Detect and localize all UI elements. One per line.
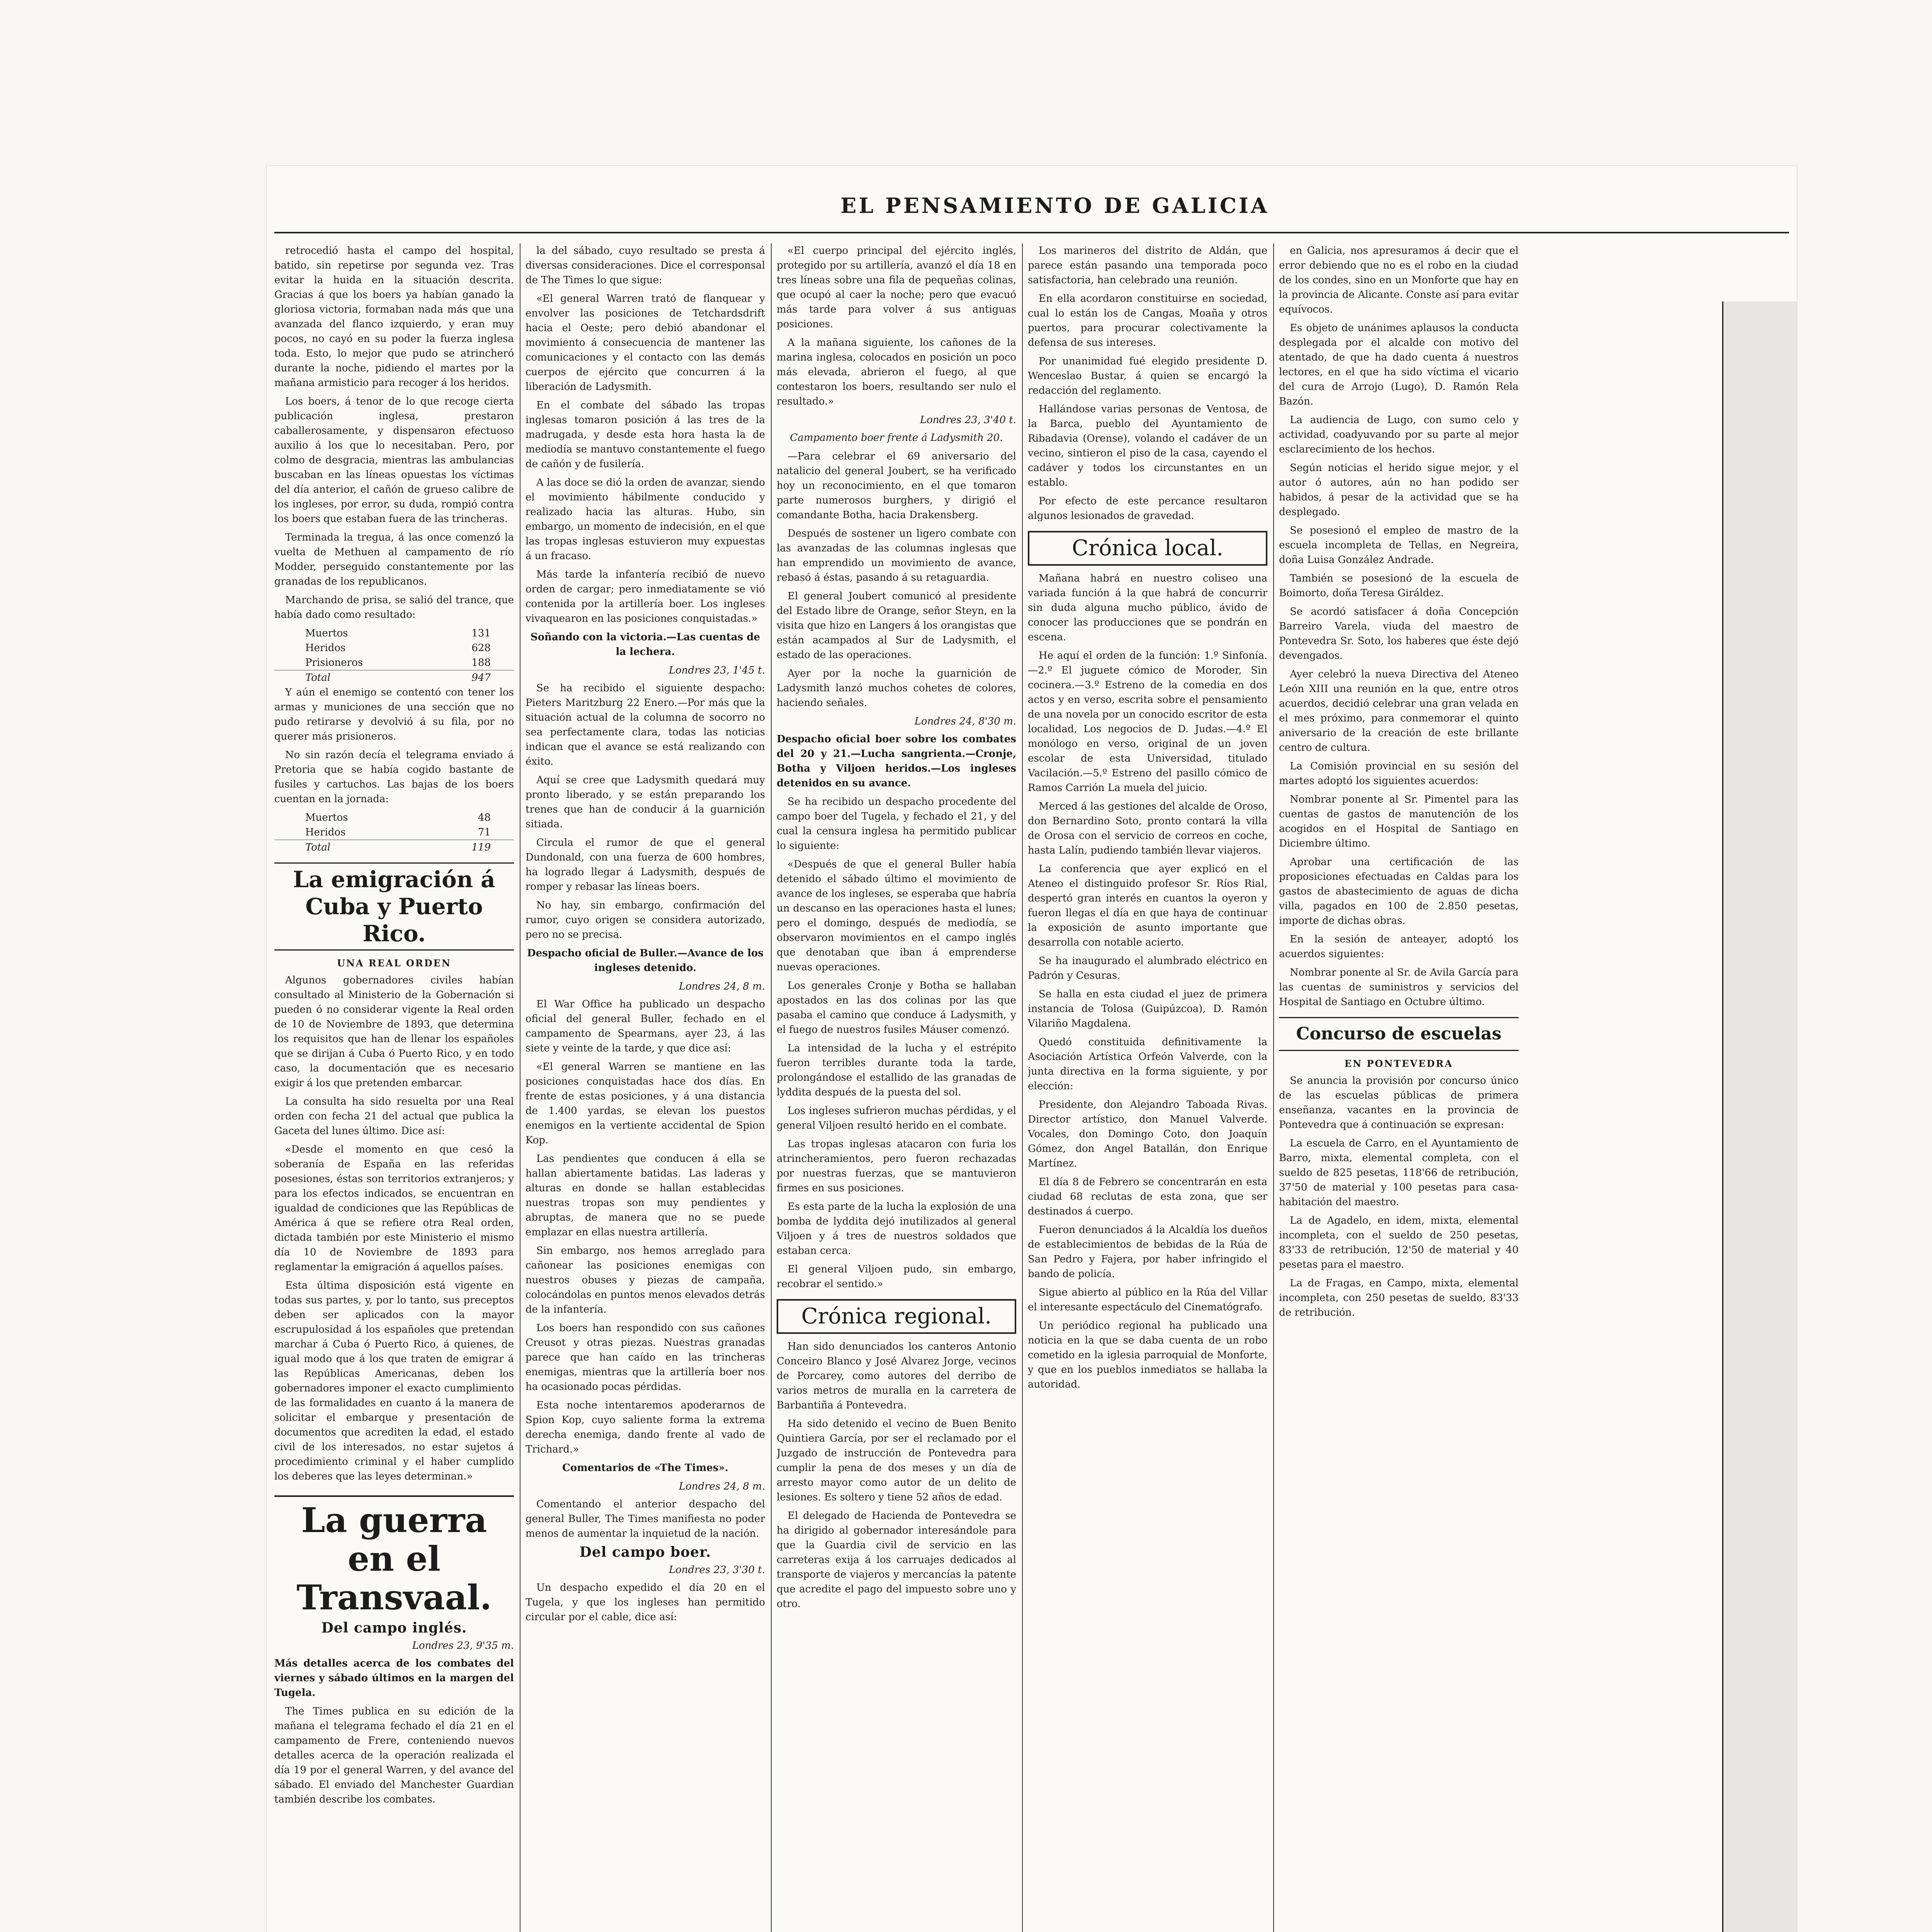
paragraph: «El cuerpo principal del ejército inglés, protegido por su artillería, avanzó el día 18 en tres líneas sobre una fila de pequeñas colinas, que ocupó al caer la noche; pero que evacuó más tarde para volver á sus antiguas posiciones. [777,245,1016,330]
paragraph: La de Agadelo, en idem, mixta, elemental incompleta, con el sueldo de 250 pesetas, 83'33 de retribución, 12'50 de material y 40 pesetas para el maestro. [1279,1215,1519,1270]
paragraph: Ha sido detenido el vecino de Buen Benito Quintiera García, por ser el reclamado por el Juzgado de instrucción de Pontevedra para cumplir la pena de dos meses y un día de arresto mayor como autor de un delito de lesiones. Es soltero y tiene 52 años de edad. [777,1418,1016,1503]
paragraph: La audiencia de Lugo, con sumo celo y actividad, coadyuvando por su parte al mejor esclarecimiento de los hechos. [1279,414,1519,455]
paragraph: Por efecto de este percance resultaron algunos lesionados de gravedad. [1028,495,1267,522]
headline: Comentarios de «The Times». [562,1462,728,1474]
section-subtitle: EN PONTEVEDRA [1344,1058,1453,1069]
tally-label: Prisioneros [305,657,363,668]
paragraph: La escuela de Carro, en el Ayuntamiento de Barro, mixta, elemental completa, con el sueldo de 825 pesetas, 118'66 de retribución, 37'50 de material y 100 pesetas para casa-habitación del maestro. [1279,1138,1519,1208]
tally-total-label: Total [305,672,331,684]
paragraph: En ella acordaron constituirse en sociedad, cual lo están los de Cangas, Moaña y otros puertos, para procurar colectivamente la defensa de sus intereses. [1028,293,1267,349]
section-title-cronica-regional: Crónica regional. [777,1299,1016,1334]
headline: Despacho oficial boer sobre los combates del 20 y 21.—Lucha sangrienta.—Cronje, Botha y Viljoen heridos.—Los ingleses detenidos en su avance. [777,733,1016,789]
paragraph: Los ingleses sufrieron muchas pérdidas, y el general Viljoen resultó herido en el combate. [777,1105,1016,1131]
tally-value: 48 [478,812,491,823]
paragraph: Por unanimidad fué elegido presidente D. Wenceslao Bustar, á quien se encargó la redacción del reglamento. [1028,355,1267,396]
paragraph: El general Joubert comunicó al presidente del Estado libre de Orange, señor Steyn, en la visita que hizo en Langers á los orangistas que están acampados al Sur de Ladysmith, el estado de las operaciones. [777,590,1016,661]
section-title-emigracion: La emigración á Cuba y Puerto Rico. [274,862,514,951]
dateline: Londres 23, 9'35 m. [412,1640,514,1651]
paragraph: Se posesionó el empleo de mastro de la escuela incompleta de Tellas, en Negreira, doña Luisa González Andrade. [1279,525,1519,566]
paragraph: Los boers han respondido con sus cañones Creusot y otras piezas. Nuestras granadas parece que han caído en las trincheras enemigas, mientras que la artillería boer nos ha ocasionado pocas pérdidas. [526,1322,765,1393]
section-title-transvaal: La guerra en el Transvaal. [274,1495,514,1617]
paragraph: La consulta ha sido resuelta por una Real orden con fecha 21 del actual que publica la Gaceta del lunes último. Dice así: [274,1096,514,1137]
section-subtitle: Del campo inglés. [321,1620,467,1636]
paragraph: Es objeto de unánimes aplausos la conducta desplegada por el alcalde con motivo del atentado, de que ha dado cuenta á nuestros lectores, en el que ha sido víctima el vicario del cura de Arrojo (Lugo), D. Ramón Rela Bazón. [1279,322,1519,407]
dateline: Londres 23, 3'40 t. [920,414,1016,426]
paragraph: Y aún el enemigo se contentó con tener los armas y municiones de una sección que no pudo retirarse y devolvió á su fila, por no querer más prisioneros. [274,687,514,742]
paragraph: Aquí se cree que Ladysmith quedará muy pronto liberado, y se están preparando los trenes que han de conducir á la guarnición sitiada. [526,774,765,830]
paragraph: Los boers, á tenor de lo que recoge cierta publicación inglesa, prestaron caballerosamente, y dispensaron efectuoso auxilio á los que lo necesitaban. Pero, por colmo de desgracia, mientras las ambulancias buscaban en las líneas opuestas los víctimas del día anterior, el cañón de grueso calibre de los ingleses, por error, su duda, rompió contra los boers que estaban fuera de las trincheras. [274,396,514,525]
paragraph: Más tarde la infantería recibió de nuevo orden de cargar; pero inmediatamente se vió contenida por la artillería boer. Los ingleses vivaquearon en las posiciones conquistadas.» [526,569,765,624]
paragraph: La conferencia que ayer explicó en el Ateneo el distinguido profesor Sr. Ríos Rial, despertó gran interés en cuantos la oyeron y fueron llegas el día en que haya de continuar la exposición de asunto importante que desarrolla con notable acierto. [1028,863,1267,948]
section-title-concurso: Concurso de escuelas [1279,1017,1519,1051]
paragraph: retrocedió hasta el campo del hospital, batido, sin repetirse por segunda vez. Tras evitar la huida en la situación descrita. Gracias á que los boers ya habían ganado la gloriosa victoria, formaban nada más que una avanzada del flanco izquierdo, y eran muy pocos, no cayó en su poder la fuerza inglesa toda. Esto, lo mejor que pudo se atrincheró durante la noche, pidiendo el martes por la mañana armisticio para recoger á los heridos. [274,245,514,389]
column-divider [771,243,772,1932]
paragraph: Ayer celebró la nueva Directiva del Ateneo León XIII una reunión en la que, entre otros acuerdos, decidió celebrar una gran velada en el mes próximo, para conmemorar el quinto aniversario de la creación de este brillante centro de cultura. [1279,668,1519,753]
paragraph: Aprobar una certificación de las proposiciones efectuadas en Caldas para los gastos de abastecimiento de aguas de dicha villa, pagados en 100 de 2.850 pesetas, importe de dichas obras. [1279,856,1519,927]
tally-label: Heridos [305,827,346,838]
tally-value: 628 [471,642,491,654]
column-divider [1273,243,1274,1932]
paragraph: El delegado de Hacienda de Pontevedra se ha dirigido al gobernador interesándole para que la Guardia civil de servicio en las carreteras exija á los carruajes dedicados al transporte de viajeros y mercancías la patente que acredite el pago del impuesto sobre uno y otro. [777,1510,1016,1610]
paragraph: Algunos gobernadores civiles habían consultado al Ministerio de la Gobernación si pueden ó no considerar vigente la Real orden de 10 de Noviembre de 1893, que determina los requisitos que han de llenar los españoles que se dirijan á Cuba ó Puerto Rico, y en todo caso, la documentación que es necesario exigir á los que pretenden embarcar. [274,975,514,1089]
tally-value: 188 [471,657,491,668]
dateline: Londres 23, 3'30 t. [668,1564,765,1576]
column-divider [1022,243,1023,1932]
paragraph: «Desde el momento en que cesó la soberanía de España en las referidas posesiones, éstas son territorios extranjeros; y para los efectos indicados, se encuentran en igualdad de condiciones que las Repúblicas de América á que se refiere otra Real orden, dictada también por este Ministerio el mismo día 10 de Noviembre de 1893 para reglamentar la emigración á aquellos países. [274,1144,514,1273]
paragraph: Circula el rumor de que el general Dundonald, con una fuerza de 600 hombres, ha logrado llegar á Ladysmith, después de romper y rebasar las líneas boers. [526,837,765,893]
paragraph: He aquí el orden de la función: 1.º Sinfonía.—2.º El juguete cómico de Moroder, Sin cocinera.—3.º Estreno de la comedia en dos actos y en verso, escrita sobre el pensamiento de una novela por un conocido escritor de esta localidad, Los negocios de D. Judas.—4.º El monólogo en verso, original de un joven escolar de esta Universidad, titulado Vacilación.—5.º Estreno del pasillo cómico de Ramos Carrión La muela del juicio. [1028,650,1267,794]
tally-total: 947 [471,672,491,684]
paragraph: Comentando el anterior despacho del general Buller, The Times manifiesta no poder menos de aumentar la inquietud de la nación. [526,1498,765,1539]
paragraph: Es esta parte de la lucha la explosión de una bomba de lyddita dejó inutilizados al general Viljoen y á tres de nuestros soldados que estaban cerca. [777,1201,1016,1257]
paragraph: El War Office ha publicado un despacho oficial del general Buller, fechado en el campamento de Spearmans, ayer 23, á las siete y veinte de la tarde, y que dice así: [526,998,765,1054]
paragraph: The Times publica en su edición de la mañana el telegrama fechado el día 21 en el campamento de Frere, conteniendo nuevos detalles acerca de la operación realizada el día 19 por el general Warren, y del avance del sábado. El enviado del Manchester Guardian también describe los combates. [274,1706,514,1805]
paragraph: «El general Warren trató de flanquear y envolver las posiciones de Tetchardsdrift hacia el Oeste; pero debió abandonar el movimiento á consecuencia de mantener las comunicaciones y el contacto con las demás cuerpos de ejército que concurren á la liberación de Ladysmith. [526,293,765,393]
tally-label: Muertos [305,628,348,639]
paragraph: Sin embargo, nos hemos arreglado para cañonear las posiciones enemigas con nuestros obuses y piezas de campaña, colocándolas en puntos menos elevados detrás de la infantería. [526,1245,765,1315]
section-title-cronica-local: Crónica local. [1028,531,1267,566]
paragraph: Marchando de prisa, se salió del trance, que había dado como resultado: [274,594,514,621]
paragraph: Un despacho expedido el día 20 en el Tugela, y que los ingleses han permitido circular por el cable, dice así: [526,1582,765,1623]
section-subtitle: UNA REAL ORDEN [337,957,451,969]
headline: Soñando con la victoria.—Las cuentas de la lechera. [530,631,760,658]
header-rule [274,232,1789,233]
paragraph: La Comisión provincial en su sesión del martes adoptó los siguientes acuerdos: [1279,760,1519,787]
paragraph: Según noticias el herido sigue mejor, y el autor ó autores, aún no han podido ser habidos, á pesar de la actividad que se ha desplegado. [1279,462,1519,518]
column-5 [1279,243,1519,1932]
paragraph: Se ha inaugurado el alumbrado eléctrico en Padrón y Cesuras. [1028,955,1267,981]
column-2 [526,243,765,1932]
tally-label: Muertos [305,812,348,823]
dateline: Londres 24, 8 m. [679,981,765,992]
paragraph: Después de sostener un ligero combate con las avanzadas de las columnas inglesas que han emprendido un movimiento de avance, rebasó á éstas, pasando á su retaguardia. [777,528,1016,583]
tally-total: 119 [471,842,491,853]
dateline: Londres 24, 8 m. [679,1481,765,1492]
paragraph: «El general Warren se mantiene en las posiciones conquistadas hace dos días. En frente de estas posiciones, y á una distancia de 1.400 yardas, se elevan los puestos enemigos en la vertiente accidental de Spion Kop. [526,1061,765,1146]
paragraph: Se ha recibido un despacho procedente del campo boer del Tugela, y fechado el 21, y del cual la censura inglesa ha permitido publicar lo siguiente: [777,796,1016,852]
paragraph: Se anuncia la provisión por concurso único de las escuelas públicas de primera enseñanza, vacantes en la provincia de Pontevedra que á continuación se expresan: [1279,1075,1519,1131]
lead: Más detalles acerca de los combates del viernes y sábado últimos en la margen del Tugela. [274,1658,514,1699]
dateline: Londres 24, 8'30 m. [914,716,1016,727]
tally-label: Heridos [305,642,346,654]
paragraph: No hay, sin embargo, confirmación del rumor, cuyo origen se considera autorizado, pero no se precisa. [526,900,765,940]
paragraph: Hallándose varias personas de Ventosa, de la Barca, pueblo del Ayuntamiento de Ribadavia (Orense), volando el cadáver de un vecino, sintieron el piso de la casa, cayendo el cadáver y todos los circunstantes en un establo. [1028,403,1267,488]
paragraph: El general Viljoen pudo, sin embargo, recobrar el sentido.» [777,1264,1016,1290]
paragraph: En la sesión de anteayer, adoptó los acuerdos siguientes: [1279,934,1519,960]
headline: Campamento boer frente á Ladysmith 20. [790,432,1003,444]
paragraph: La de Fragas, en Campo, mixta, elemental incompleta, con 250 pesetas de sueldo, 83'33 de retribución. [1279,1277,1519,1318]
paragraph: También se posesionó de la escuela de Boimorto, doña Teresa Giráldez. [1279,573,1519,599]
adjacent-page-edge [1722,301,1797,1932]
dateline: Londres 23, 1'45 t. [668,665,765,676]
paragraph: Terminada la tregua, á las once comenzó la vuelta de Methuen al campamento de río Modder, perseguido constantemente por las granadas de los republicanos. [274,532,514,587]
section-subtitle: Del campo boer. [579,1544,711,1560]
paragraph: A las doce se dió la orden de avanzar, siendo el movimiento hábilmente conducido y realizado hacia las alturas. Hubo, sin embargo, un momento de indecisión, en el que las tropas inglesas estuvieron muy expuestas á un fracaso. [526,477,765,562]
paragraph: Quedó constituida definitivamente la Asociación Artística Orfeón Valverde, con la junta directiva en la forma siguiente, y por elección: [1028,1036,1267,1092]
column-4 [1028,243,1267,1932]
paragraph: En el combate del sábado las tropas inglesas tomaron posición á las tres de la madrugada, y desde esta hora hasta la de mediodía se mantuvo constantemente el fuego de cañón y de fusilería. [526,400,765,470]
boer-casualty-tally [274,810,514,855]
paragraph: El día 8 de Febrero se concentrarán en esta ciudad 68 reclutas de esta zona, que ser destinados á cuerpo. [1028,1176,1267,1217]
paragraph: Los generales Cronje y Botha se hallaban apostados en las dos colinas por las que pasaba el camino que conduce á Ladysmith, y el fuego de nuestros fusiles Máuser comenzó. [777,980,1016,1036]
paragraph: Sigue abierto al público en la Rúa del Villar el interesante espectáculo del Cinematógrafo. [1028,1287,1267,1313]
paragraph: Presidente, don Alejandro Taboada Rivas. Director artístico, don Manuel Valverde. Vocales, don Domingo Coto, don Joaquín Gómez, don Angel Batallán, don Enrique Martínez. [1028,1099,1267,1169]
paragraph: Nombrar ponente al Sr. Pimentel para las cuentas de gastos de manutención de los acogidos en el Hospital de Santiago en Diciembre último. [1279,794,1519,849]
paragraph: Esta noche intentaremos apoderarnos de Spion Kop, cuyo saliente forma la extrema derecha enemiga, dando frente al vado de Trichard.» [526,1400,765,1455]
paragraph: Merced á las gestiones del alcalde de Oroso, don Bernardino Soto, pronto contará la villa de Orosa con el servicio de correos en coche, hasta Lalín, pudiendo también llevar viajeros. [1028,801,1267,856]
paragraph: Esta última disposición está vigente en todas sus partes, y, por lo tanto, sus preceptos deben ser aplicados con la mayor escrupulosidad á los españoles que pretendan marchar á Cuba ó Puerto Rico, á quienes, de igual modo que á los que traten de emigrar á las Repúblicas Americanas, deben los gobernadores imponer el exacto cumplimiento de las formalidades en cuanto á la manera de solicitar el embarque y presentación de documentos que acrediten la edad, el estado civil de los interesados, no estar sujetos á procedimiento criminal y el haber cumplido los deberes que las leyes determinan.» [274,1280,514,1482]
paragraph: Nombrar ponente al Sr. de Avila García para las cuentas de suministros y servicios del Hospital de Santiago en Octubre último. [1279,967,1519,1008]
tally-value: 131 [471,628,491,639]
tally-value: 71 [478,827,491,838]
paragraph: Las tropas inglesas atacaron con furia los atrincheramientos, pero fueron rechazadas por nuestras fuerzas, que se mantuvieron firmes en sus posiciones. [777,1138,1016,1194]
tally-total-label: Total [305,842,331,853]
paragraph: Las pendientes que conducen á ella se hallan abiertamente batidas. Las laderas y alturas en donde se hallan establecidas nuestras tropas son muy pendientes y abruptas, de manera que no se puede emplazar en ellas nuestra artillería. [526,1153,765,1238]
paragraph: la del sábado, cuyo resultado se presta á diversas consideraciones. Dice el corresponsal de The Times lo que sigue: [526,245,765,286]
paragraph: Los marineros del distrito de Aldán, que parece están pasando una temporada poco satisfactoria, han celebrado una reunión. [1028,245,1267,286]
paragraph: La intensidad de la lucha y el estrépito fueron terribles durante toda la tarde, prolongándose el estallido de las granadas de lyddita después de la puesta del sol. [777,1043,1016,1098]
headline: Despacho oficial de Buller.—Avance de los ingleses detenido. [527,947,764,974]
paragraph: «Después de que el general Buller había detenido el sábado último el movimiento de avance de los ingleses, se esperaba que habría un descanso en las operaciones hasta el lunes; pero el domingo, después de mediodía, se observaron movimientos en el campo inglés que denotaban que iban á emprenderse nuevas operaciones. [777,859,1016,973]
column-1 [274,243,514,1932]
paragraph: —Para celebrar el 69 aniversario del natalicio del general Joubert, se ha verificado hoy un reconocimiento, en el que tomaron parte numerosos burghers, y dirigió el comandante Botha, hacia Drakensberg. [777,451,1016,521]
paragraph: No sin razón decía el telegrama enviado á Pretoria que se había cogido bastante de fusiles y cartuchos. Las bajas de los boers cuentan en la jornada: [274,749,514,805]
paragraph: Se ha recibido el siguiente despacho: Pieters Maritzburg 22 Enero.—Por más que la situación actual de la columna de socorro no sea perfectamente clara, todas las noticias indican que el avance se está realizando con éxito. [526,682,765,767]
casualty-tally [274,626,514,685]
column-3 [777,243,1016,1932]
newspaper-page [267,166,1797,1932]
page-header: EL PENSAMIENTO DE GALICIA [840,193,1269,218]
paragraph: Se halla en esta ciudad el juez de primera instancia de Tolosa (Guipúzcoa), D. Ramón Vilariño Magdalena. [1028,988,1267,1029]
paragraph: Se acordó satisfacer á doña Concepción Barreiro Varela, viuda del maestro de Pontevedra Sr. Soto, los haberes que éste dejó devengados. [1279,606,1519,662]
paragraph: Fueron denunciados á la Alcaldía los dueños de establecimientos de bebidas de la Rúa de San Pedro y Fajera, por haber infringido el bando de policía. [1028,1224,1267,1280]
paragraph: Han sido denunciados los canteros Antonio Conceiro Blanco y José Alvarez Jorge, vecinos de Porcarey, como autores del derribo de varios metros de muralla en la carretera de Barbantiña á Pontevedra. [777,1341,1016,1411]
paragraph: A la mañana siguiente, los cañones de la marina inglesa, colocados en posición un poco más elevada, abrieron el fuego, al que contestaron los boers, resultando ser nulo el resultado.» [777,337,1016,407]
paragraph: Un periódico regional ha publicado una noticia en la que se daba cuenta de un robo cometido en la iglesia parroquial de Monforte, y que en los pueblos inmediatos se hallaba la autoridad. [1028,1320,1267,1390]
paragraph: Mañana habrá en nuestro coliseo una variada función á la que habrá de concurrir sin duda alguna mucho público, ávido de conocer las producciones que se pondrán en escena. [1028,573,1267,643]
paragraph: Ayer por la noche la guarnición de Ladysmith lanzó muchos cohetes de colores, haciendo señales. [777,668,1016,709]
paragraph: en Galicia, nos apresuramos á decir que el error debiendo que no es el robo en la ciudad de los condes, sino en un Monforte que hay en la provincia de Alicante. Conste así para evitar equívocos. [1279,245,1519,315]
